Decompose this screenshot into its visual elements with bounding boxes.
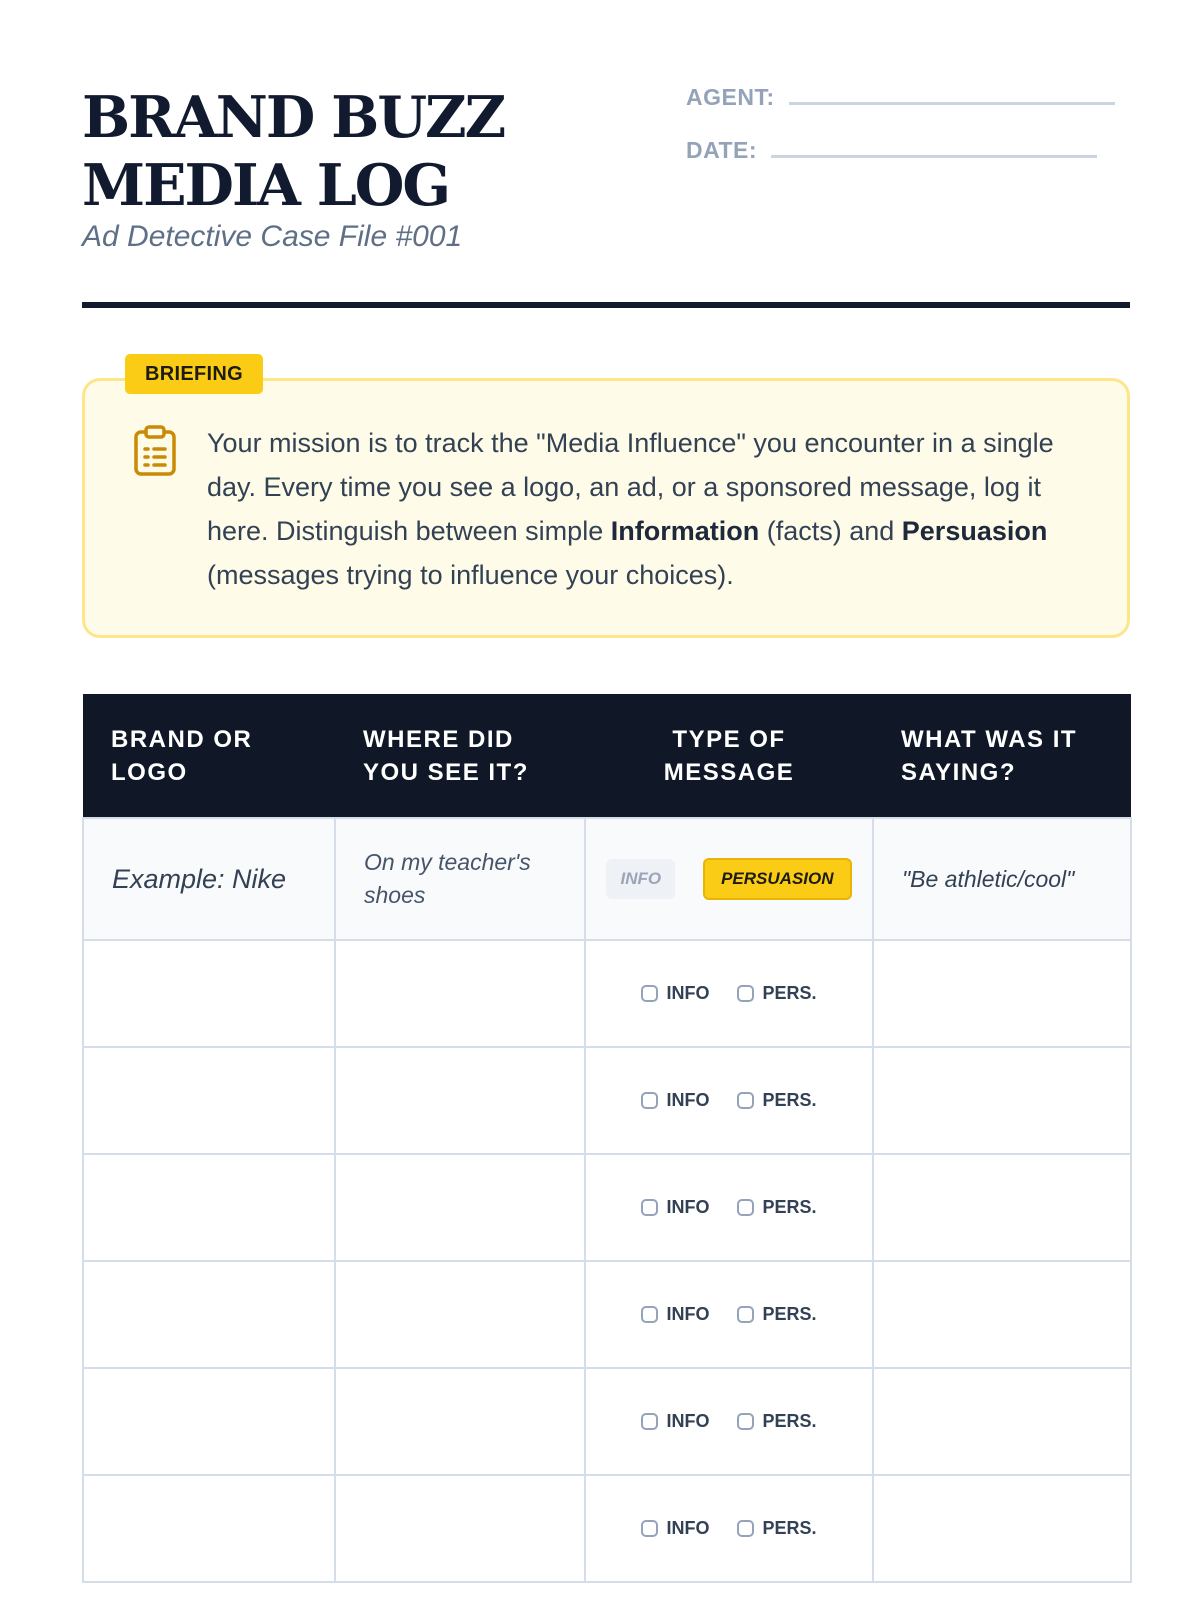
saying-cell[interactable] [873, 1475, 1131, 1582]
persuasion-checkbox-label: PERS. [762, 983, 817, 1003]
table-row [83, 1154, 1131, 1261]
date-line[interactable] [771, 155, 1097, 158]
checkbox-box[interactable] [737, 1092, 754, 1109]
checkbox-box[interactable] [641, 985, 658, 1002]
info-checkbox-label: INFO [666, 1197, 710, 1217]
persuasion-checkbox-label: PERS. [762, 1197, 817, 1217]
header-saying: WHAT WAS IT SAYING? [873, 694, 1131, 818]
saying-cell[interactable] [873, 1261, 1131, 1368]
type-cell [585, 1261, 873, 1368]
saying-cell[interactable] [873, 1154, 1131, 1261]
briefing-box [82, 378, 1130, 638]
date-field[interactable] [686, 137, 1097, 164]
header-brand: BRAND OR LOGO [83, 694, 335, 818]
example-info-pill: INFO [606, 859, 675, 899]
info-checkbox[interactable] [641, 1411, 709, 1432]
info-checkbox[interactable] [641, 983, 709, 1004]
saying-cell[interactable] [873, 1047, 1131, 1154]
persuasion-checkbox-label: PERS. [762, 1518, 817, 1538]
persuasion-checkbox[interactable] [737, 983, 816, 1004]
info-checkbox-label: INFO [666, 1304, 710, 1324]
checkbox-box[interactable] [737, 1413, 754, 1430]
example-brand: Example: Nike [112, 863, 287, 894]
page-title: BRAND BUZZ MEDIA LOG [82, 84, 505, 219]
persuasion-checkbox-label: PERS. [762, 1411, 817, 1431]
saying-cell[interactable] [873, 1368, 1131, 1475]
example-where: On my teacher's shoes [364, 849, 531, 908]
header-type: TYPE OF MESSAGE [585, 694, 873, 818]
information-term: Information [610, 516, 760, 546]
checkbox-box[interactable] [641, 1092, 658, 1109]
where-cell[interactable] [335, 1261, 585, 1368]
brand-cell[interactable] [83, 940, 335, 1047]
persuasion-checkbox-label: PERS. [762, 1304, 817, 1324]
where-cell[interactable] [335, 1475, 585, 1582]
where-cell[interactable] [335, 1368, 585, 1475]
checkbox-box[interactable] [737, 1199, 754, 1216]
persuasion-checkbox[interactable] [737, 1411, 816, 1432]
info-checkbox[interactable] [641, 1090, 709, 1111]
page-subtitle: Ad Detective Case File #001 [82, 220, 463, 253]
persuasion-term: Persuasion [901, 516, 1048, 546]
header-divider [82, 302, 1130, 308]
example-persuasion-pill: PERSUASION [703, 858, 851, 900]
persuasion-checkbox[interactable] [737, 1197, 816, 1218]
info-checkbox-label: INFO [666, 983, 710, 1003]
brand-cell[interactable] [83, 1261, 335, 1368]
where-cell[interactable] [335, 1047, 585, 1154]
table-row [83, 1261, 1131, 1368]
table-row [83, 1047, 1131, 1154]
checkbox-box[interactable] [641, 1199, 658, 1216]
where-cell[interactable] [335, 940, 585, 1047]
briefing-text: Your mission is to track the "Media Influence" you encounter in a single day. Every time you see a logo, an ad, or a sponsored message, log it here. Distinguish between simple Information (facts) and Persuasion (messages trying to influence your choices). [207, 428, 1054, 590]
persuasion-checkbox-label: PERS. [762, 1090, 817, 1110]
header-where: WHERE DID YOU SEE IT? [335, 694, 585, 818]
info-checkbox-label: INFO [666, 1518, 710, 1538]
checkbox-box[interactable] [641, 1520, 658, 1537]
type-cell [585, 1047, 873, 1154]
table-row [83, 1368, 1131, 1475]
info-checkbox-label: INFO [666, 1090, 710, 1110]
persuasion-checkbox[interactable] [737, 1518, 816, 1539]
clipboard-icon [133, 425, 177, 482]
info-checkbox-label: INFO [666, 1411, 710, 1431]
saying-cell[interactable] [873, 940, 1131, 1047]
checkbox-box[interactable] [737, 985, 754, 1002]
persuasion-checkbox[interactable] [737, 1090, 816, 1111]
checkbox-box[interactable] [641, 1413, 658, 1430]
checkbox-box[interactable] [641, 1306, 658, 1323]
table-row [83, 1475, 1131, 1582]
brand-cell[interactable] [83, 1368, 335, 1475]
agent-label: AGENT: [686, 84, 775, 110]
example-row [83, 818, 1131, 940]
type-cell [585, 1475, 873, 1582]
example-saying: "Be athletic/cool" [902, 865, 1075, 892]
date-label: DATE: [686, 137, 758, 163]
media-log-table [82, 694, 1132, 1583]
briefing-tag: BRIEFING [125, 354, 263, 394]
info-checkbox[interactable] [641, 1197, 709, 1218]
agent-line[interactable] [789, 102, 1115, 105]
table-header-row [83, 694, 1131, 818]
info-checkbox[interactable] [641, 1304, 709, 1325]
checkbox-box[interactable] [737, 1306, 754, 1323]
info-checkbox[interactable] [641, 1518, 709, 1539]
brand-cell[interactable] [83, 1475, 335, 1582]
brand-cell[interactable] [83, 1047, 335, 1154]
type-cell [585, 1368, 873, 1475]
type-cell [585, 1154, 873, 1261]
agent-field[interactable] [686, 84, 1115, 111]
table-row [83, 940, 1131, 1047]
persuasion-checkbox[interactable] [737, 1304, 816, 1325]
type-cell [585, 940, 873, 1047]
brand-cell[interactable] [83, 1154, 335, 1261]
checkbox-box[interactable] [737, 1520, 754, 1537]
where-cell[interactable] [335, 1154, 585, 1261]
